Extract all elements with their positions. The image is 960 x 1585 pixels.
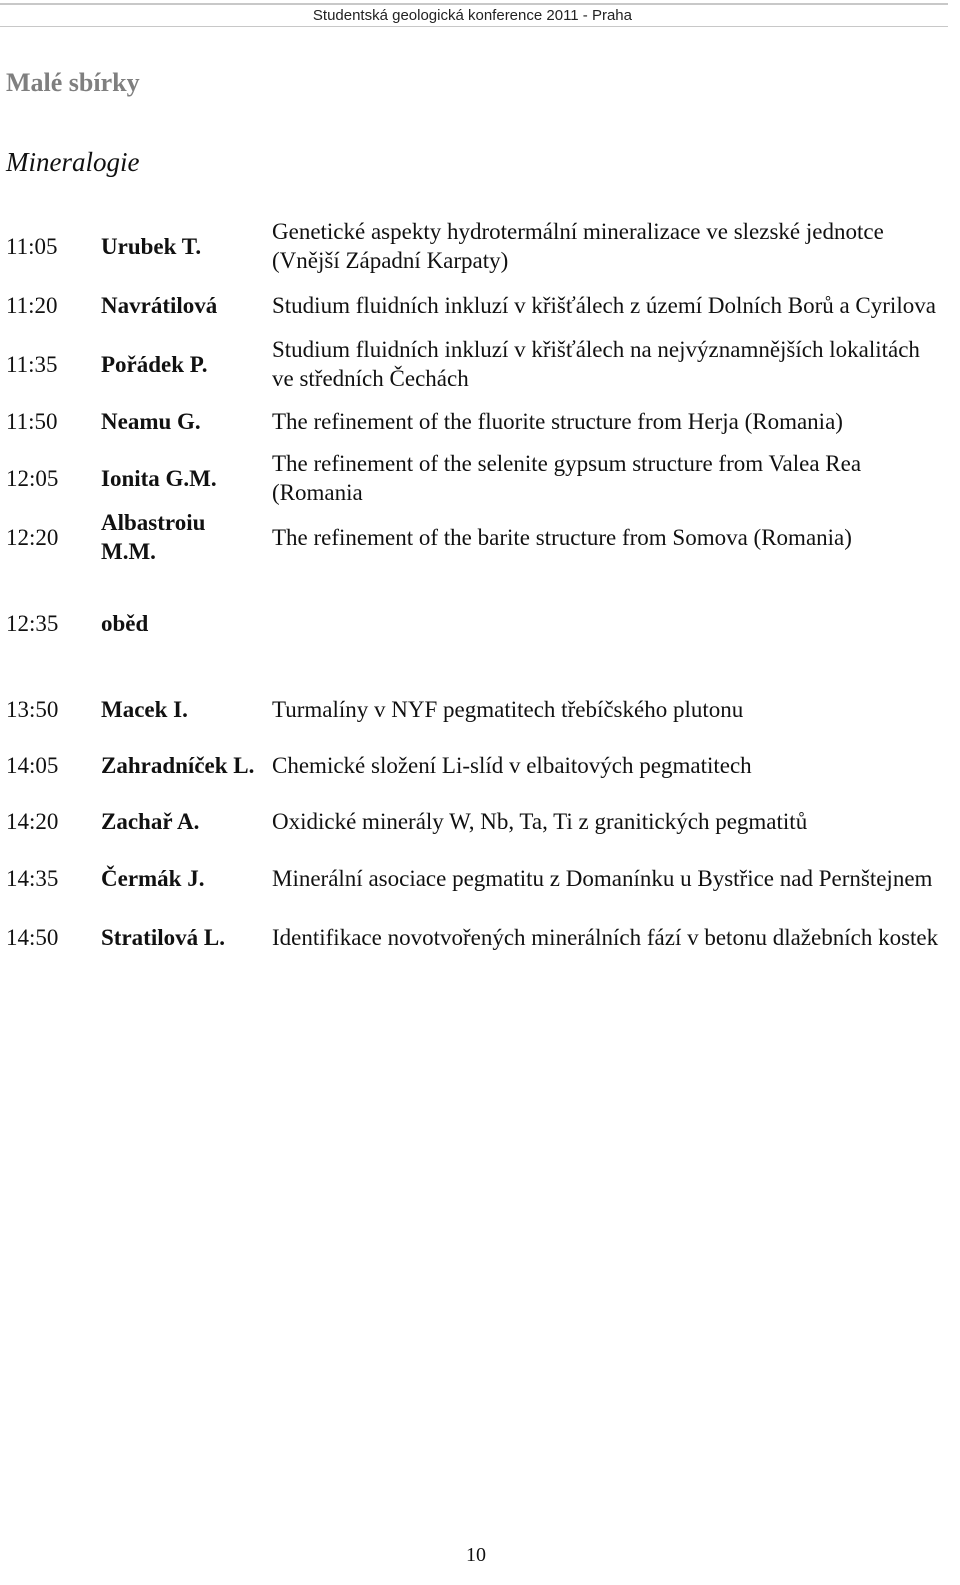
row-speaker: Neamu G. — [101, 408, 201, 434]
section-title: Malé sbírky — [6, 68, 140, 97]
schedule-row — [0, 692, 948, 726]
schedule-row — [0, 804, 948, 838]
page-number: 10 — [466, 1544, 486, 1566]
row-title: Genetické aspekty hydrotermální mineralizace ve slezské jednotce (Vnější Západní Karpaty) — [272, 219, 884, 273]
running-header: Studentská geologická konference 2011 - Praha — [312, 7, 632, 24]
row-speaker: Zahradníček L. — [101, 752, 255, 778]
row-time: 12:05 — [6, 465, 59, 491]
row-speaker: Macek I. — [101, 696, 188, 722]
row-time: 11:05 — [6, 233, 58, 259]
row-speaker: Pořádek P. — [101, 351, 208, 377]
row-time: 14:05 — [6, 752, 59, 778]
row-time: 11:35 — [6, 351, 58, 377]
row-title: Minerální asociace pegmatitu z Domanínku u Bystřice nad Pernštejnem — [272, 865, 933, 891]
row-speaker: Stratilová L. — [101, 924, 225, 950]
row-title: Studium fluidních inkluzí v křišťálech na nejvýznamnějších lokalitách ve středních Čechách — [272, 337, 920, 391]
row-time: 11:50 — [6, 408, 58, 434]
header-rule-bottom — [0, 26, 948, 27]
schedule-row — [0, 404, 948, 438]
schedule-row — [0, 748, 948, 782]
schedule-row — [0, 334, 948, 394]
row-title: The refinement of the barite structure from Somova (Romania) — [272, 524, 852, 550]
row-title — [272, 606, 942, 640]
row-time: 12:20 — [6, 524, 59, 550]
row-speaker: Ionita G.M. — [101, 465, 217, 491]
schedule-row — [0, 848, 948, 908]
row-time: 13:50 — [6, 696, 59, 722]
schedule-row — [0, 907, 948, 967]
row-speaker: Čermák J. — [101, 865, 205, 891]
subsection-title: Mineralogie — [6, 147, 140, 177]
row-speaker: Zachař A. — [101, 808, 200, 834]
row-title: Studium fluidních inkluzí v křišťálech z území Dolních Borů a Cyrilova — [272, 292, 936, 318]
row-speaker: Navrátilová — [101, 292, 218, 318]
schedule-row — [0, 507, 948, 567]
row-title: The refinement of the selenite gypsum structure from Valea Rea (Romania — [272, 451, 862, 505]
schedule-row — [0, 216, 948, 276]
row-title: Chemické složení Li-slíd v elbaitových pegmatitech — [272, 752, 752, 778]
row-time: 14:50 — [6, 924, 59, 950]
row-speaker: Albastroiu M.M. — [101, 510, 206, 564]
row-time: 14:35 — [6, 865, 59, 891]
row-time: 14:20 — [6, 808, 59, 834]
row-title: Turmalíny v NYF pegmatitech třebíčského plutonu — [272, 696, 744, 722]
row-title: The refinement of the fluorite structure from Herja (Romania) — [272, 408, 843, 434]
schedule-row — [0, 275, 948, 335]
row-title: Identifikace novotvořených minerálních fází v betonu dlažebních kostek — [272, 924, 939, 950]
schedule-row-break — [0, 606, 948, 640]
row-speaker: oběd — [101, 610, 149, 636]
row-title: Oxidické minerály W, Nb, Ta, Ti z granitických pegmatitů — [272, 808, 808, 834]
row-time: 11:20 — [6, 292, 58, 318]
schedule-row — [0, 448, 948, 508]
header-rule-top — [0, 3, 948, 5]
row-speaker: Urubek T. — [101, 233, 202, 259]
row-time: 12:35 — [6, 610, 59, 636]
